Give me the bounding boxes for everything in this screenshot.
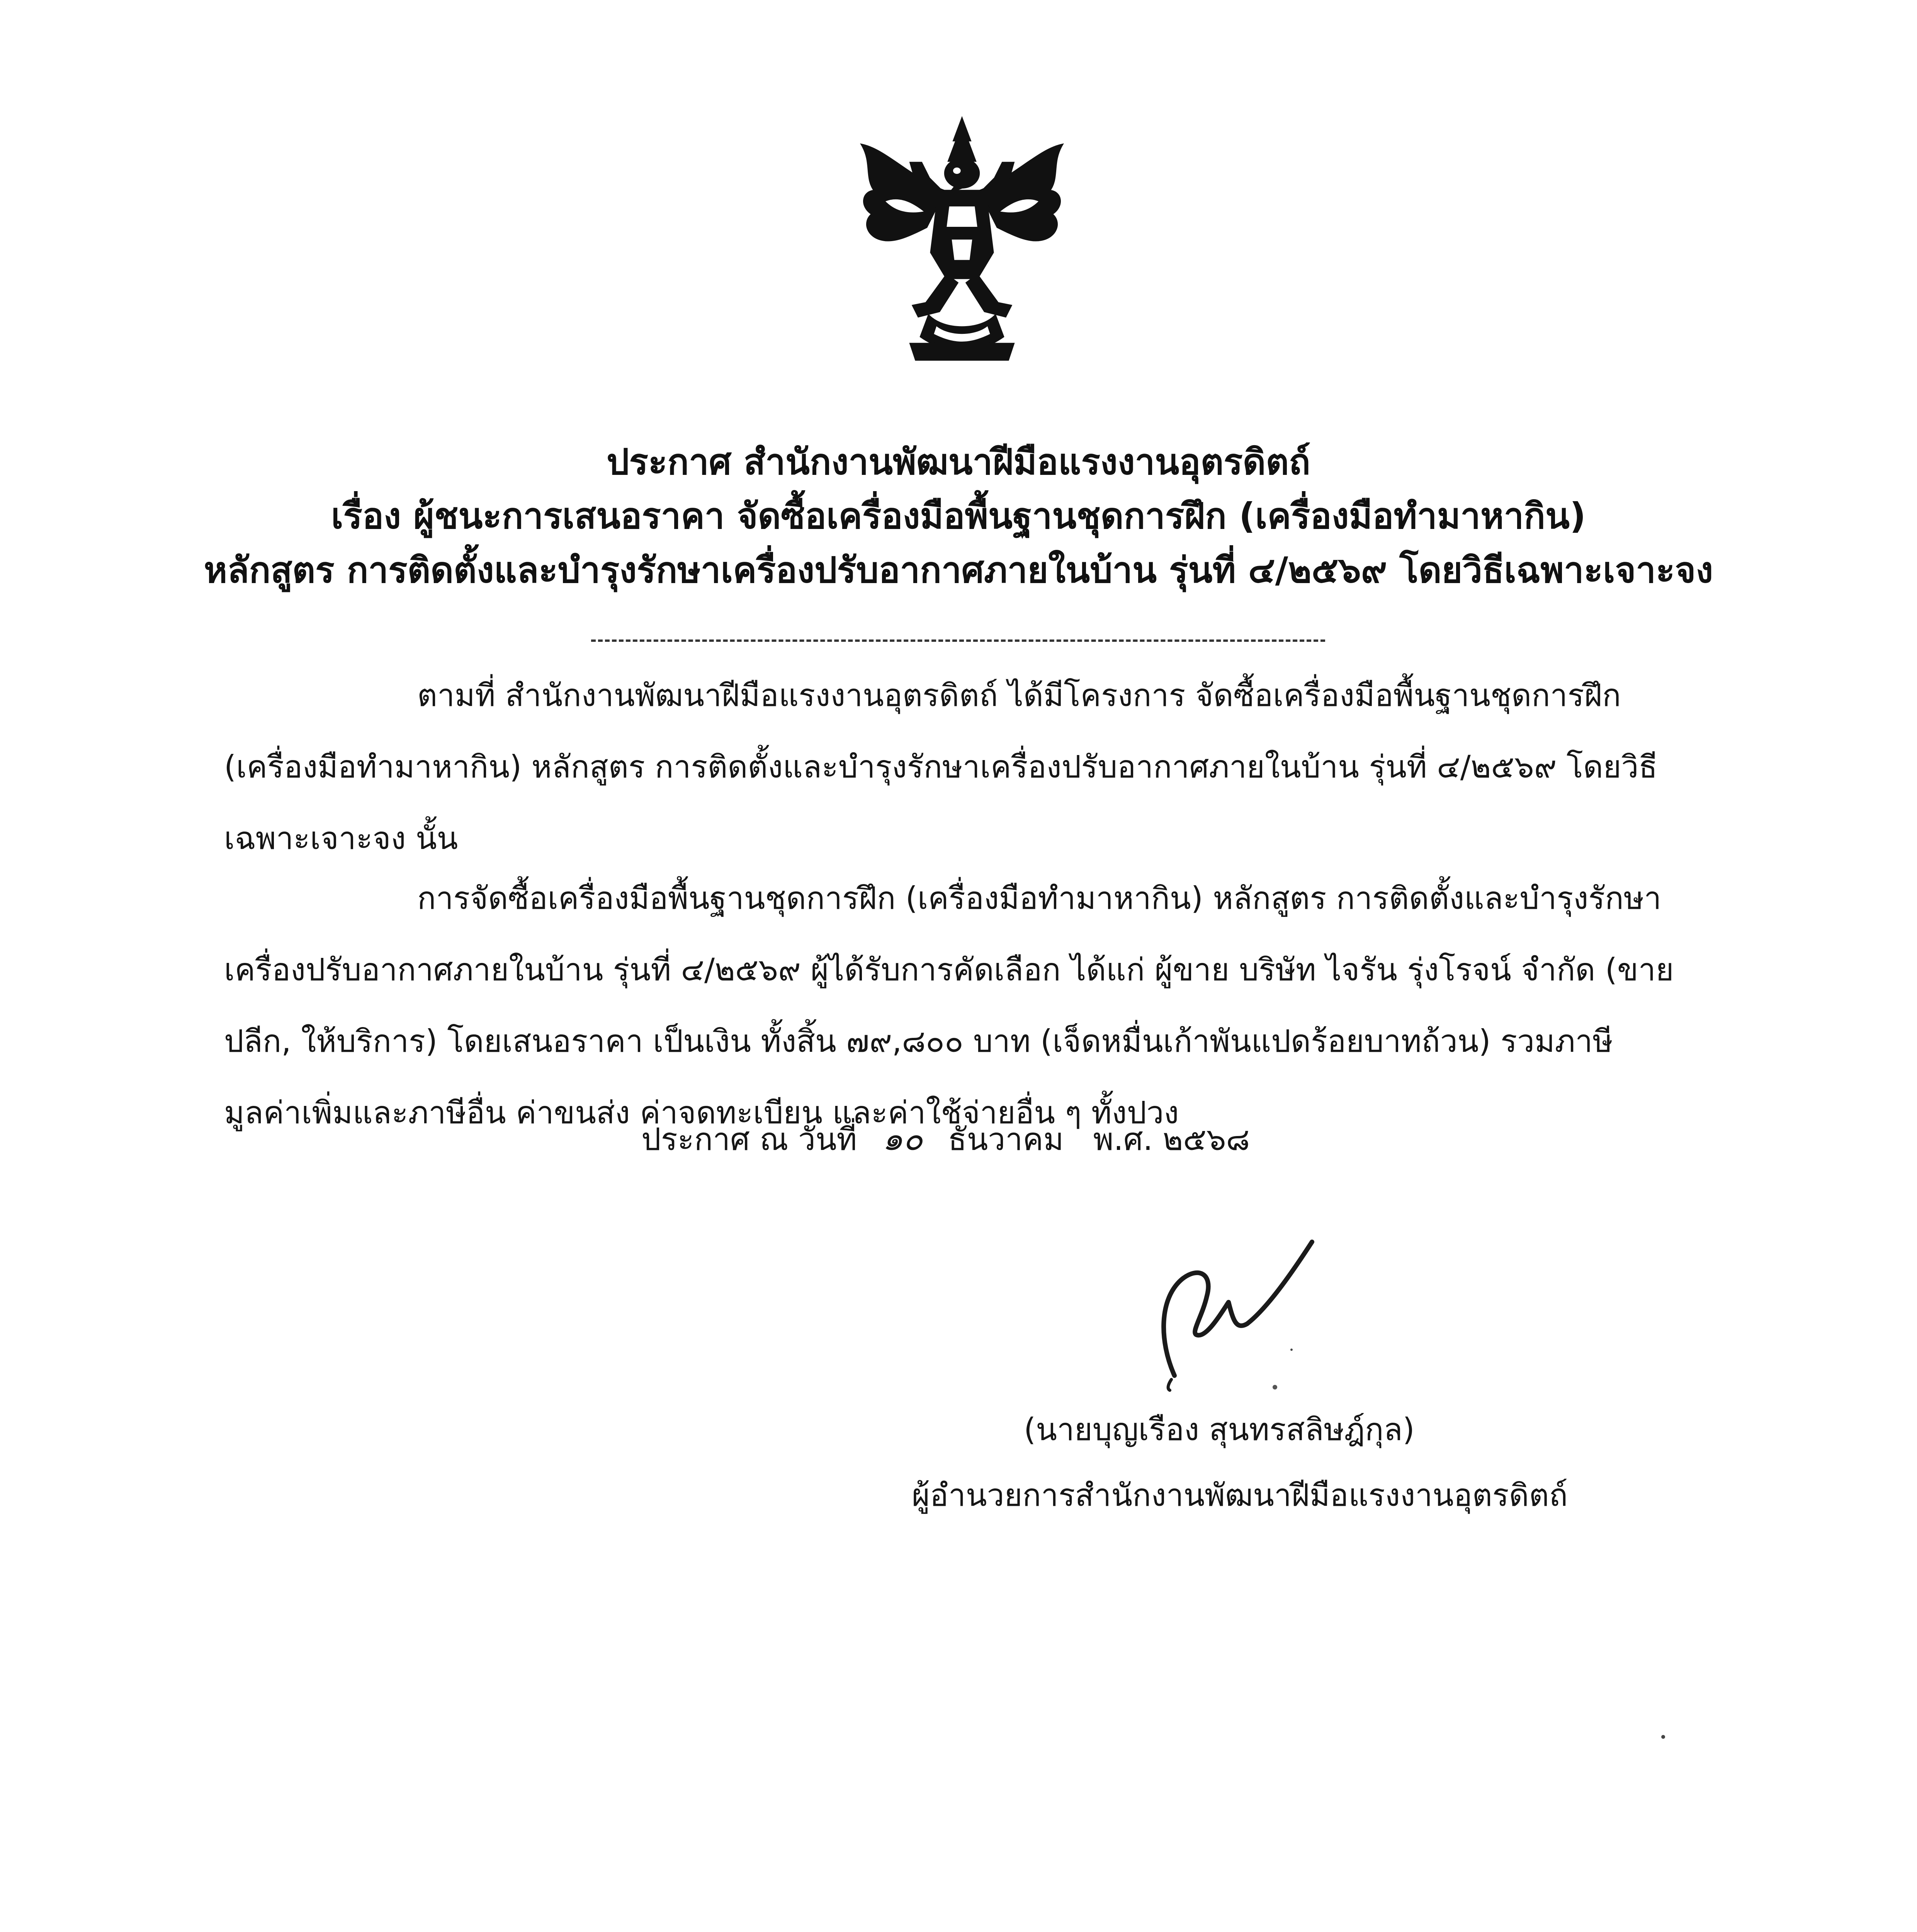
garuda-emblem-icon <box>834 112 1089 367</box>
handwritten-signature-icon <box>1120 1225 1321 1395</box>
paragraph-1-line-1: ตามที่ สำนักงานพัฒนาฝีมือแรงงานอุตรดิตถ์ ได้มีโครงการ จัดซื้อเครื่องมือพื้นฐานชุดการฝึก <box>417 677 1621 713</box>
date-month: ธันวาคม <box>948 1121 1064 1157</box>
paragraph-1-line-2: (เครื่องมือทำมาหากิน) หลักสูตร การติดตั้งและบำรุงรักษาเครื่องปรับอากาศภายในบ้าน รุ่นที่ ๔/๒๕๖๙ โดยวิธี <box>224 749 1658 785</box>
signatory-name: (นายบุญเรือง สุนทรสลิษฎ์กุล) <box>1024 1412 1415 1447</box>
paragraph-2-line-1: การจัดซื้อเครื่องมือพื้นฐานชุดการฝึก (เครื่องมือทำมาหากิน) หลักสูตร การติดตั้งและบำรุงรักษา <box>417 880 1662 916</box>
date-year: พ.ศ. ๒๕๖๘ <box>1093 1121 1250 1157</box>
announcement-subject: เรื่อง ผู้ชนะการเสนอราคา จัดซื้อเครื่องมือพื้นฐานชุดการฝึก (เครื่องมือทำมาหากิน) <box>331 495 1586 537</box>
paragraph-1-line-3: เฉพาะเจาะจง นั้น <box>224 820 458 856</box>
signatory-position: ผู้อำนวยการสำนักงานพัฒนาฝีมือแรงงานอุตรดิตถ์ <box>912 1477 1568 1513</box>
paragraph-2-line-3: ปลีก, ให้บริการ) โดยเสนอราคา เป็นเงิน ทั้งสิ้น ๗๙,๘๐๐ บาท (เจ็ดหมื่นเก้าพันแปดร้อยบาทถ้วน) รวมภาษี <box>224 1023 1613 1059</box>
scan-speck <box>1290 1349 1293 1351</box>
title-separator <box>591 639 1325 642</box>
announcement-course: หลักสูตร การติดตั้งและบำรุงรักษาเครื่องปรับอากาศภายในบ้าน รุ่นที่ ๔/๒๕๖๙ โดยวิธีเฉพาะเจาะจง <box>204 549 1713 591</box>
paragraph-2-line-4: มูลค่าเพิ่มและภาษีอื่น ค่าขนส่ง ค่าจดทะเบียน และค่าใช้จ่ายอื่น ๆ ทั้งปวง <box>224 1095 1179 1131</box>
scan-speck <box>1661 1735 1665 1739</box>
paragraph-2-line-2: เครื่องปรับอากาศภายในบ้าน รุ่นที่ ๔/๒๕๖๙ ผู้ได้รับการคัดเลือก ได้แก่ ผู้ขาย บริษัท ไจรัน รุ่งโรจน์ จำกัด (ขาย <box>224 952 1674 988</box>
announcement-title: ประกาศ สำนักงานพัฒนาฝีมือแรงงานอุตรดิตถ์ <box>607 441 1310 483</box>
announcement-date <box>641 1120 1250 1158</box>
date-prefix: ประกาศ ณ วันที่ <box>641 1121 857 1157</box>
date-day-handwritten: ๑๐ <box>882 1120 923 1158</box>
